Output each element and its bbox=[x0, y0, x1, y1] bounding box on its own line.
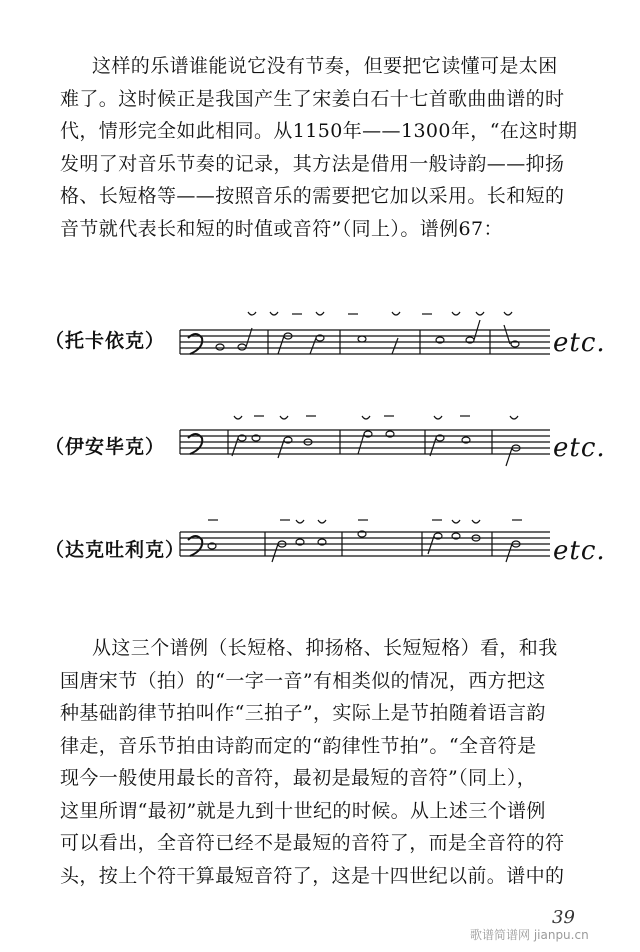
text-line: 格、长短格等——按照音乐的需要把它加以采用。长和短的 bbox=[60, 185, 565, 207]
example-label-iambic: （伊安毕克） bbox=[45, 436, 166, 458]
music-staff-dactylic bbox=[170, 510, 560, 580]
example-label-trochaic: （托卡依克） bbox=[45, 330, 166, 352]
etc-text: etc. bbox=[553, 536, 606, 566]
text-line: 代，情形完全如此相同。从1150年——1300年，“在这时期 bbox=[60, 120, 578, 142]
music-staff-iambic bbox=[170, 408, 560, 478]
text-line: 可以看出，全音符已经不是最短的音符了，而是全音符的符 bbox=[60, 832, 565, 854]
text-line: 发明了对音乐节奏的记录，其方法是借用一般诗韵——抑扬 bbox=[60, 152, 565, 175]
music-staff-trochaic bbox=[170, 300, 560, 370]
etc-text: etc. bbox=[553, 433, 606, 463]
text-line: 这样的乐谱谁能说它没有节奏，但要把它读懂可是太困 bbox=[92, 55, 558, 77]
text-line: 律走，音乐节拍由诗韵而定的“韵律性节拍”。“全音符是 bbox=[60, 734, 537, 757]
paragraph-1 bbox=[60, 50, 598, 245]
page-number: 39 bbox=[552, 907, 575, 928]
paragraph-2 bbox=[60, 632, 598, 892]
etc-text: etc. bbox=[553, 328, 606, 358]
text-line: 国唐宋节（拍）的“一字一音”有相类似的情况，西方把这 bbox=[60, 669, 546, 692]
example-label-dactylic: （达克吐利克） bbox=[45, 539, 186, 561]
text-line: 难了。这时候正是我国产生了宋姜白石十七首歌曲曲谱的时 bbox=[60, 87, 565, 110]
text-line: 头，按上个符干算最短音符了，这是十四世纪以前。谱中的 bbox=[60, 864, 565, 887]
watermark: 歌谱简谱网 jianpu.cn bbox=[470, 928, 589, 942]
text-line: 现今一般使用最长的音符，最初是最短的音符”（同上）， bbox=[60, 767, 537, 789]
text-line: 这里所谓“最初”就是九到十世纪的时候。从上述三个谱例 bbox=[60, 799, 546, 822]
text-line: 从这三个谱例（长短格、抑扬格、长短短格）看，和我 bbox=[92, 637, 558, 659]
text-line: 种基础韵律节拍叫作“三拍子”，实际上是节拍随着语言韵 bbox=[60, 702, 546, 724]
text-line: 音节就代表长和短的时值或音符”（同上）。谱例67： bbox=[60, 217, 503, 240]
